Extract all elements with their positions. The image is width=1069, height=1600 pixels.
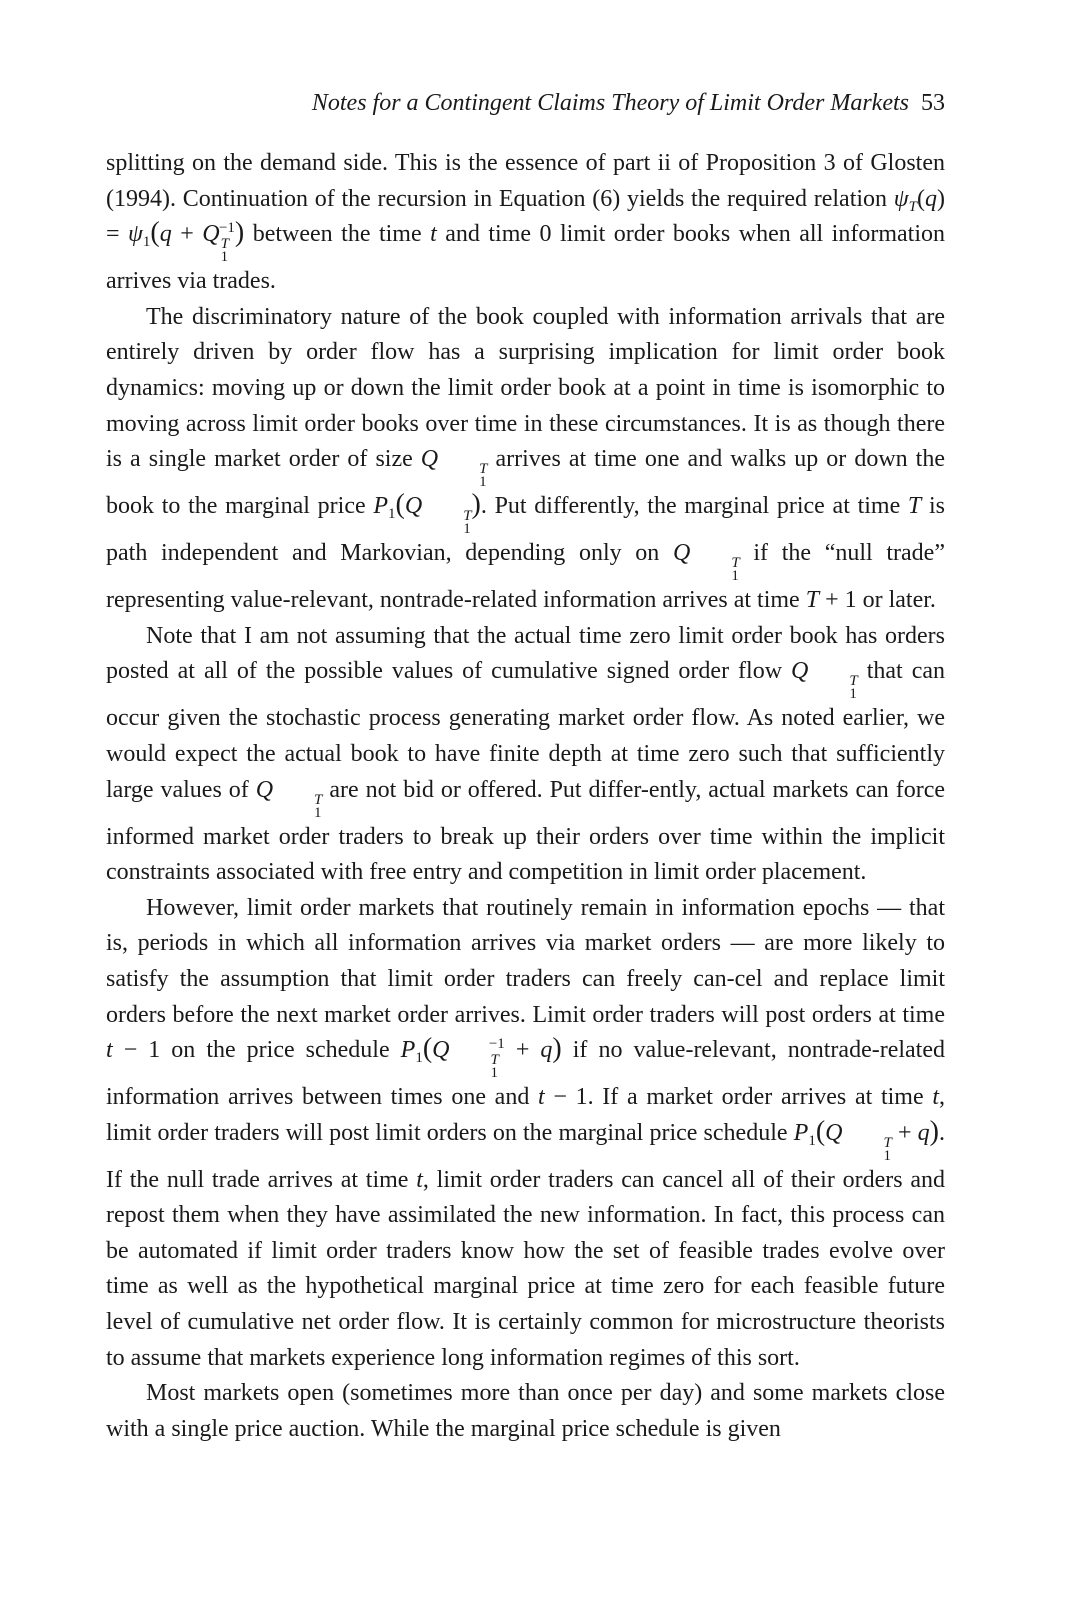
paragraph-5	[106, 1376, 945, 1447]
p4-text-c: if no value-relevant, nontrade-related information arrives between times one and	[106, 1037, 945, 1111]
p2-text-b: arrives at time one and walks up or down the book to the marginal price	[106, 446, 945, 520]
p3-text-c: are not bid or offered. Put differ-ently, actual markets can force informed market order traders to break up their orders over time within the implicit constraints associated with free entry and competition in limit order placement.	[106, 776, 946, 886]
page-number: 53	[921, 90, 945, 116]
p4-text-d: . If a market order arrives at time	[587, 1084, 933, 1111]
p2-text-d: is path independent and Markovian, depending only on	[106, 493, 945, 567]
p4-text-b: on the price schedule	[160, 1037, 401, 1064]
p3-text-b: that can occur given the stochastic process generating market order flow. As noted earlier, we would expect the actual book to have finite depth at time zero such that sufficiently large values of	[106, 658, 946, 803]
p4-text-f: . If the null trade arrives at time	[106, 1119, 945, 1193]
body-text	[106, 146, 945, 1447]
running-header	[106, 88, 945, 118]
p2-text-e: if the “null trade” representing value-relevant, nontrade-related information arrives at time	[106, 540, 945, 614]
p2-text-a: The discriminatory nature of the book coupled with information arrivals that are entirely driven by order flow has a surprising implication for limit order book dynamics: moving up or down the limit order book at a point in time is isomorphic to moving across limit order books over time in these circumstances. It is as though there is a single market order of size	[106, 303, 945, 473]
psi-relation-formula: $\psi_T(q) = \psi_1(q + Q$ T 1 $^{-1}$)	[106, 185, 945, 266]
paragraph-3: Note that I am not assuming that the actual time zero limit order book has orders posted at all of the possible values of cumulative signed order flow Q T 1 that can occur given the stochastic process generating market order flow. As noted earlier, we would expect the actual book to have finite depth at time zero such that sufficiently large values of Q T 1 are not bid or offered. Put differ-ently, actual markets can force informed market order traders to break up their orders over time within the implicit constraints associated with free entry and competition in limit order placement.	[106, 622, 946, 886]
paragraph-1: splitting on the demand side. This is the essence of part ii of Proposition 3 of Glosten (1994). Continuation of the recursion in Equation (6) yields the required relation $\psi_T(q) = \psi_1(q + Q$ T 1 $^{-1}$) between the time t and time 0 limit order books when all information arrives via trades.	[106, 150, 945, 295]
p4-text-e: , limit order traders will post limit orders on the marginal price schedule	[106, 1084, 945, 1146]
p1-text-b: between the time	[244, 221, 431, 248]
p4-text-a: However, limit order markets that routinely remain in information epochs — that is, periods in which all information arrives via market orders — are more likely to satisfy the assumption that limit order traders can freely can-cel and replace limit orders before the next market order arrives. Limit order traders will post orders at time	[106, 894, 945, 1028]
running-title: Notes for a Contingent Claims Theory of Limit Order Markets	[311, 90, 909, 116]
p5-text-a: Most markets open (sometimes more than once per day) and some markets close with a single price auction. While the marginal price schedule is given	[106, 1380, 945, 1442]
p1-text-a: splitting on the demand side. This is the essence of part ii of Proposition 3 of Glosten (1994). Continuation of the recursion in Equation (6) yields the required relation	[106, 150, 945, 212]
p4-text-g: , limit order traders can cancel all of their orders and repost them when they have assimilated the new information. In fact, this process can be automated if limit order traders know how the set of feasible trades evolve over time as well as the hypothetical marginal price at time zero for each feasible future level of cumulative net order flow. It is certainly common for microstructure theorists to assume that markets experience long information regimes of this sort.	[106, 1166, 945, 1371]
p3-text-a: Note that I am not assuming that the actual time zero limit order book has orders posted at all of the possible values of cumulative signed order flow	[106, 622, 945, 685]
paragraph-4: However, limit order markets that routinely remain in information epochs — that is, periods in which all information arrives via market orders — are more likely to satisfy the assumption that limit order traders can freely can-cel and replace limit orders before the next market order arrives. Limit order traders will post orders at time t − 1 on the price schedule $P_1(Q$ T 1 $^{-1}$ + q) if no value-relevant, nontrade-related information arrives between times one and t − 1. If a market order arrives at time t, limit order traders will post limit orders on the marginal price schedule $P_1(Q$ T 1 + q). If the null trade arrives at time t, limit order traders can cancel all of their orders and repost them when they have assimilated the new information. In fact, this process can be automated if limit order traders know how the set of feasible trades evolve over time as well as the hypothetical marginal price at time zero for each feasible future level of cumulative net order flow. It is certainly common for microstructure theorists to assume that markets experience long information regimes of this sort.	[106, 894, 945, 1371]
p2-text-f: or later.	[856, 587, 936, 614]
p2-text-c: . Put differently, the marginal price at time	[480, 493, 908, 520]
paragraph-2: The discriminatory nature of the book coupled with information arrivals that are entirely driven by order flow has a surprising implication for limit order book dynamics: moving up or down the limit order book at a point in time is isomorphic to moving across limit order books over time in these circumstances. It is as though there is a single market order of size Q T 1 arrives at time one and walks up or down the book to the marginal price $P_1(Q$ T 1 ). Put differently, the marginal price at time T is path independent and Markovian, depending only on Q T 1 if the “null trade” representing value-relevant, nontrade-related information arrives at time T + 1 or later.	[106, 303, 945, 614]
p1-text-c: and time 0 limit order books when all information arrives via trades.	[106, 221, 945, 295]
